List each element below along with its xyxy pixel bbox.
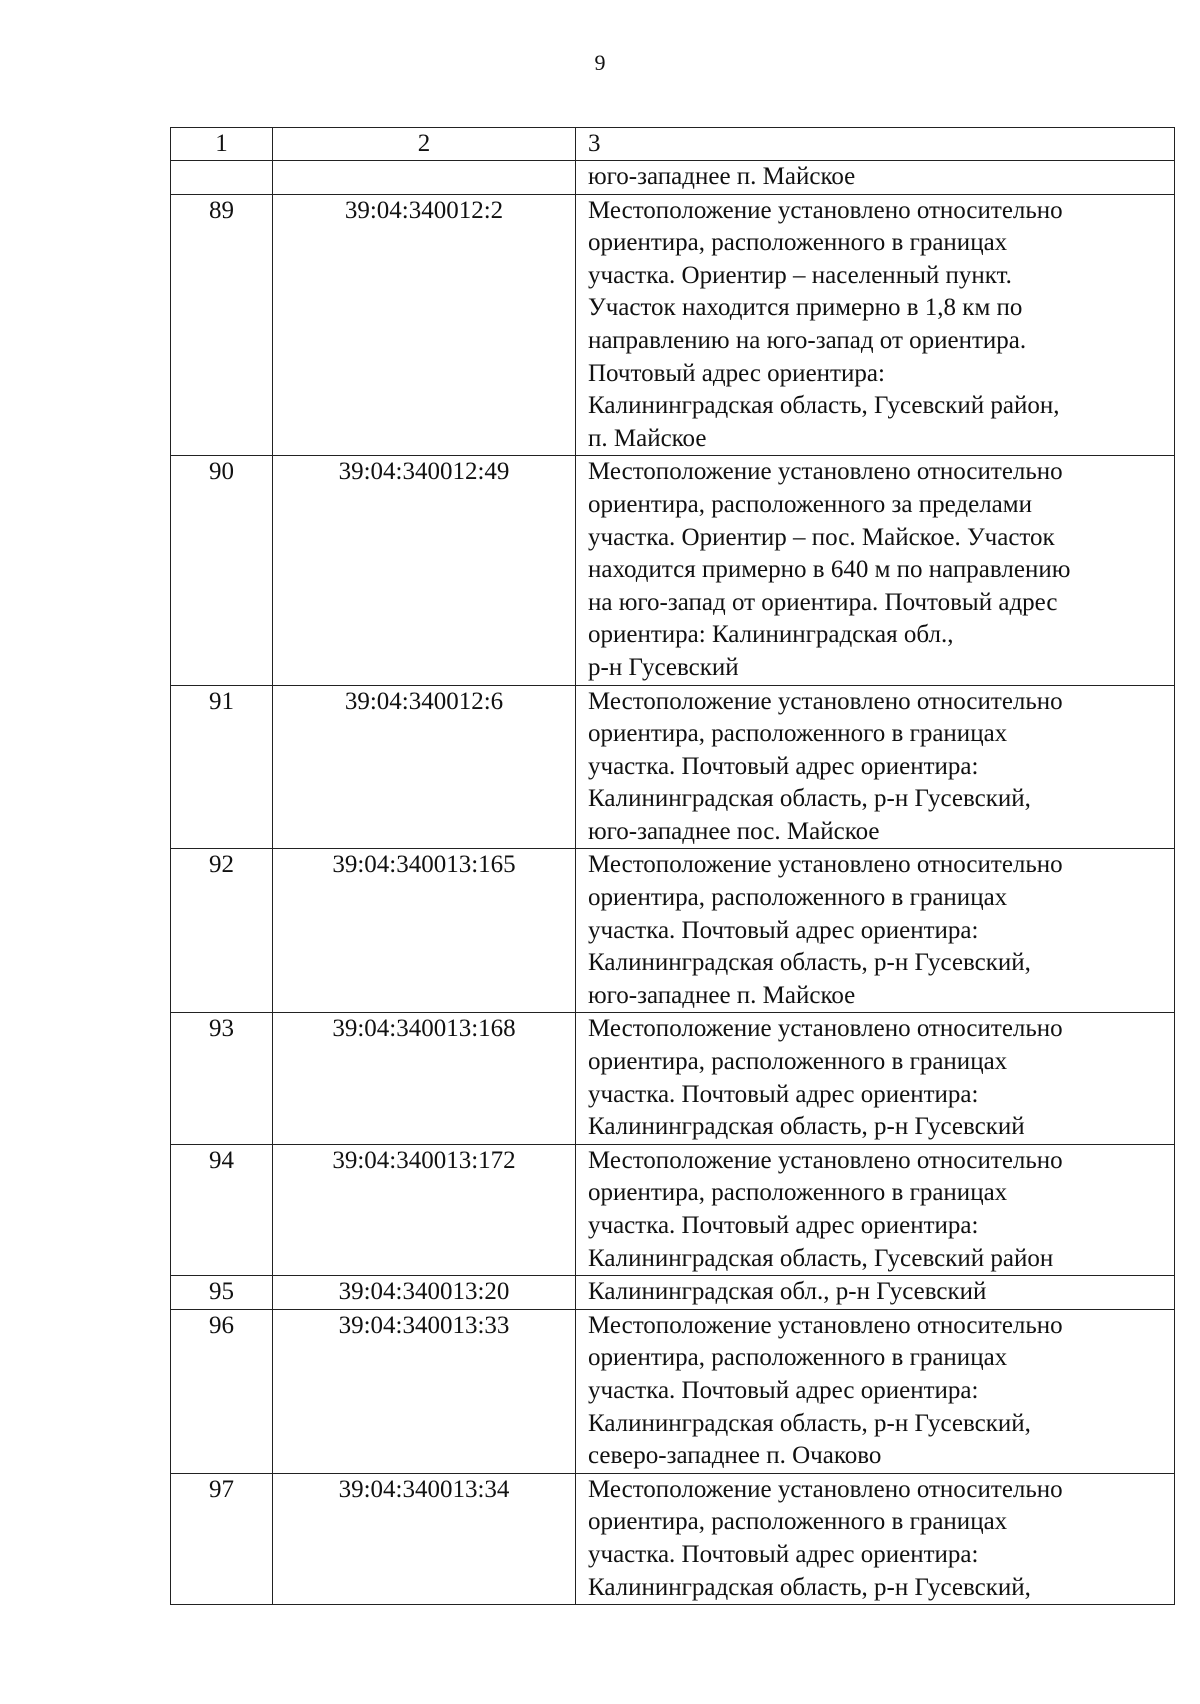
location-description-cell bbox=[576, 456, 1175, 685]
description-line: направлению на юго-запад от ориентира. bbox=[588, 326, 1027, 354]
table-row bbox=[171, 456, 1175, 685]
description-line: Калининградская область, Гусевский район bbox=[588, 1244, 1054, 1272]
description-line: Местоположение установлено относительно bbox=[588, 851, 1063, 879]
description-line: Калининградская область, Гусевский район, bbox=[588, 392, 1060, 420]
cadastral-number-cell: 39:04:340013:20 bbox=[273, 1276, 576, 1310]
cadastral-number-cell: 39:04:340012:6 bbox=[273, 685, 576, 849]
row-number-cell: 97 bbox=[171, 1473, 273, 1604]
description-line: ориентира: Калининградская обл., bbox=[588, 621, 954, 649]
table-row bbox=[171, 1144, 1175, 1275]
table-row bbox=[171, 849, 1175, 1013]
description-line: Калининградская область, р-н Гусевский, bbox=[588, 1573, 1031, 1601]
cadastral-number-cell: 39:04:340012:2 bbox=[273, 194, 576, 456]
cadastral-number-cell: 39:04:340013:172 bbox=[273, 1144, 576, 1275]
description-line: участка. Почтовый адрес ориентира: bbox=[588, 1376, 979, 1404]
description-line: Местоположение установлено относительно bbox=[588, 687, 1063, 715]
description-line: участка. Ориентир – пос. Майское. Участок bbox=[588, 523, 1055, 551]
description-line: Калининградская область, р-н Гусевский, bbox=[588, 949, 1031, 977]
description-line: ориентира, расположенного в границах bbox=[588, 1344, 1008, 1372]
row-number-cell: 90 bbox=[171, 456, 273, 685]
description-line: юго-западнее п. Майское bbox=[588, 981, 856, 1009]
description-line: ориентира, расположенного в границах bbox=[588, 1048, 1008, 1076]
description-line: участка. Почтовый адрес ориентира: bbox=[588, 1080, 979, 1108]
cadastral-number-cell: 39:04:340013:34 bbox=[273, 1473, 576, 1604]
description-line: Местоположение установлено относительно bbox=[588, 1475, 1063, 1503]
description-line: ориентира, расположенного в границах bbox=[588, 720, 1008, 748]
description-line: участка. Почтовый адрес ориентира: bbox=[588, 1212, 979, 1239]
description-line: п. Майское bbox=[588, 424, 707, 452]
location-description-cell bbox=[576, 161, 1175, 195]
description-line: находится примерно в 640 м по направлению bbox=[588, 556, 1071, 584]
description-line: р-н Гусевский bbox=[588, 653, 739, 681]
location-description-cell bbox=[576, 1309, 1175, 1473]
description-line: Местоположение установлено относительно bbox=[588, 1015, 1063, 1043]
description-line: на юго-запад от ориентира. Почтовый адрес bbox=[588, 588, 1058, 616]
row-number-cell: 95 bbox=[171, 1276, 273, 1310]
cadastral-number-cell bbox=[273, 161, 576, 195]
location-description-cell bbox=[576, 194, 1175, 456]
cadastral-number-cell: 39:04:340013:33 bbox=[273, 1309, 576, 1473]
page-number: 9 bbox=[594, 50, 606, 75]
land-plots-table bbox=[170, 127, 1175, 1605]
table-row bbox=[171, 194, 1175, 456]
row-number-cell: 92 bbox=[171, 849, 273, 1013]
description-line: Местоположение установлено относительно bbox=[588, 458, 1063, 486]
column-header-1: 1 bbox=[171, 128, 273, 161]
description-line: юго-западнее п. Майское bbox=[588, 163, 856, 190]
description-line: северо-западнее п. Очаково bbox=[588, 1442, 882, 1470]
location-description-cell bbox=[576, 1473, 1175, 1604]
description-line: Калининградская обл., р-н Гусевский bbox=[588, 1278, 987, 1306]
description-line: Местоположение установлено относительно bbox=[588, 1311, 1063, 1339]
description-line: ориентира, расположенного в границах bbox=[588, 1179, 1008, 1207]
description-line: Почтовый адрес ориентира: bbox=[588, 359, 885, 387]
description-line: Местоположение установлено относительно bbox=[588, 196, 1063, 224]
description-line: участка. Ориентир – населенный пункт. bbox=[588, 261, 1012, 289]
location-description-cell bbox=[576, 1013, 1175, 1144]
location-description-cell bbox=[576, 1276, 1175, 1310]
column-header-3: 3 bbox=[576, 128, 1175, 161]
table-body bbox=[171, 161, 1175, 1605]
table-row bbox=[171, 685, 1175, 849]
description-line: Калининградская область, р-н Гусевский bbox=[588, 1113, 1025, 1141]
cadastral-number-cell: 39:04:340013:168 bbox=[273, 1013, 576, 1144]
description-line: Калининградская область, р-н Гусевский, bbox=[588, 1409, 1031, 1437]
cadastral-number-cell: 39:04:340013:165 bbox=[273, 849, 576, 1013]
location-description-cell bbox=[576, 685, 1175, 849]
table-header-row bbox=[171, 128, 1175, 161]
description-line: участка. Почтовый адрес ориентира: bbox=[588, 1540, 979, 1568]
table-row bbox=[171, 1309, 1175, 1473]
continuation-row bbox=[171, 161, 1175, 195]
description-line: ориентира, расположенного в границах bbox=[588, 884, 1008, 912]
description-line: Местоположение установлено относительно bbox=[588, 1146, 1063, 1174]
description-line: ориентира, расположенного за пределами bbox=[588, 490, 1032, 518]
description-line: юго-западнее пос. Майское bbox=[588, 817, 880, 845]
row-number-cell: 91 bbox=[171, 685, 273, 849]
description-line: ориентира, расположенного в границах bbox=[588, 229, 1008, 257]
cadastral-number-cell: 39:04:340012:49 bbox=[273, 456, 576, 685]
table-row bbox=[171, 1276, 1175, 1310]
table-row bbox=[171, 1473, 1175, 1604]
description-line: ориентира, расположенного в границах bbox=[588, 1508, 1008, 1536]
table-header bbox=[171, 128, 1175, 161]
column-header-2: 2 bbox=[273, 128, 576, 161]
table-row bbox=[171, 1013, 1175, 1144]
location-description-cell bbox=[576, 1144, 1175, 1275]
row-number-cell: 89 bbox=[171, 194, 273, 456]
row-number-cell: 93 bbox=[171, 1013, 273, 1144]
location-description-cell bbox=[576, 849, 1175, 1013]
description-line: Участок находится примерно в 1,8 км по bbox=[588, 294, 1023, 322]
description-line: участка. Почтовый адрес ориентира: bbox=[588, 916, 979, 944]
row-number-cell: 94 bbox=[171, 1144, 273, 1275]
row-number-cell: 96 bbox=[171, 1309, 273, 1473]
row-number-cell bbox=[171, 161, 273, 195]
description-line: участка. Почтовый адрес ориентира: bbox=[588, 752, 979, 780]
description-line: Калининградская область, р-н Гусевский, bbox=[588, 785, 1031, 813]
